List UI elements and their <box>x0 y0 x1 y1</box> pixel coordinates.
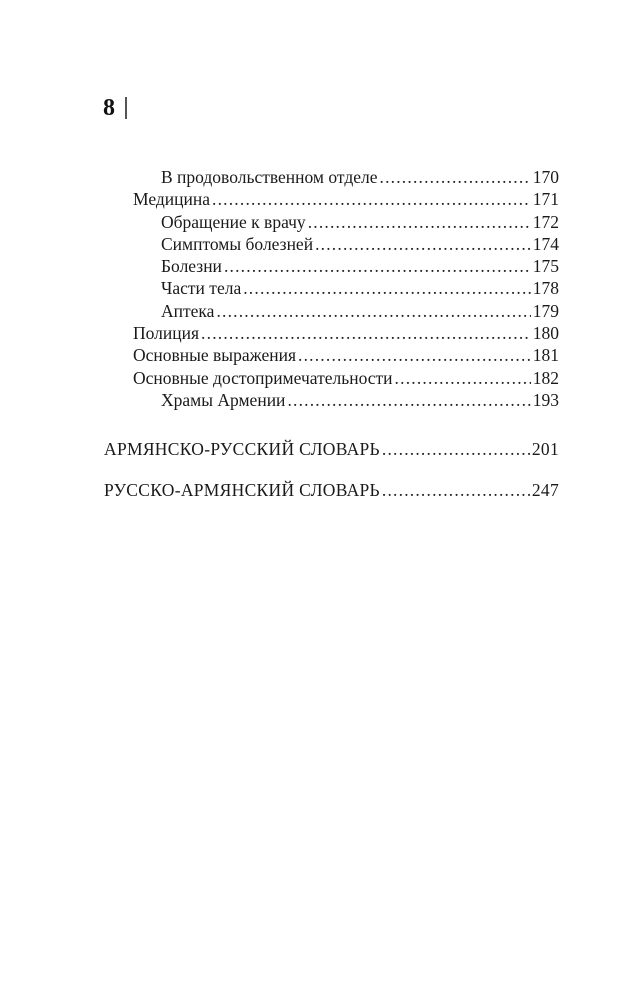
toc-entry-page: 171 <box>532 189 559 210</box>
toc-leader-dots <box>216 300 530 322</box>
toc-entry <box>104 389 559 411</box>
toc-entry-page: 179 <box>532 300 559 321</box>
table-of-contents <box>104 166 559 501</box>
toc-entry-page: 170 <box>532 167 559 187</box>
toc-entry-page: 182 <box>532 367 559 388</box>
toc-entry-title: Части тела <box>161 278 242 299</box>
toc-entry <box>104 277 559 299</box>
toc-leader-dots <box>243 277 531 299</box>
toc-leader-dots <box>315 233 531 255</box>
toc-leader-dots <box>382 479 530 501</box>
toc-entry-title: Медицина <box>133 189 210 210</box>
toc-entry-page: 180 <box>532 323 559 344</box>
toc-entry <box>104 367 559 389</box>
toc-leader-dots <box>224 255 531 277</box>
toc-leader-dots <box>382 438 530 460</box>
toc-entry-title: Обращение к врачу <box>161 211 306 232</box>
toc-section-page: 247 <box>531 479 559 500</box>
toc-entry <box>104 322 559 344</box>
toc-leader-dots <box>395 367 531 389</box>
toc-section-page: 201 <box>531 439 559 460</box>
toc-entry-page: 178 <box>532 278 559 299</box>
toc-section-entry <box>104 479 559 501</box>
toc-entry-page: 174 <box>532 233 559 254</box>
toc-entry <box>104 166 559 188</box>
toc-entry-title: Аптека <box>161 300 215 321</box>
toc-leader-dots <box>201 322 531 344</box>
toc-entry-page: 175 <box>532 256 559 277</box>
toc-entry-page: 172 <box>532 211 559 232</box>
header-divider <box>125 97 127 119</box>
toc-leader-dots <box>380 166 531 188</box>
toc-leader-dots <box>298 344 531 366</box>
toc-leader-dots <box>287 389 530 411</box>
toc-entry-title: Полиция <box>133 323 200 344</box>
page-header <box>103 92 127 124</box>
toc-entry-title: Основные выражения <box>133 345 296 366</box>
toc-leader-dots <box>308 211 531 233</box>
page-number: 8 <box>103 95 115 121</box>
toc-leader-dots <box>212 188 531 210</box>
toc-entry-page: 181 <box>532 345 559 366</box>
toc-entry-title: Симптомы болезней <box>161 233 314 254</box>
toc-entry <box>104 255 559 277</box>
toc-entry-title: Основные достопримечательности <box>133 367 393 388</box>
toc-section-title: РУССКО-АРМЯНСКИЙ СЛОВАРЬ <box>104 479 380 500</box>
toc-entry <box>104 300 559 322</box>
toc-section-title: АРМЯНСКО-РУССКИЙ СЛОВАРЬ <box>104 439 380 460</box>
toc-entry-title: Болезни <box>161 256 222 277</box>
toc-entry <box>104 344 559 366</box>
toc-section-entry <box>104 438 559 460</box>
toc-entry <box>104 233 559 255</box>
toc-entry <box>104 188 559 210</box>
toc-entry-title: В продовольственном отделе <box>161 167 378 187</box>
toc-entry <box>104 211 559 233</box>
toc-entry-page: 193 <box>532 389 559 410</box>
toc-entry-title: Храмы Армении <box>161 389 286 410</box>
